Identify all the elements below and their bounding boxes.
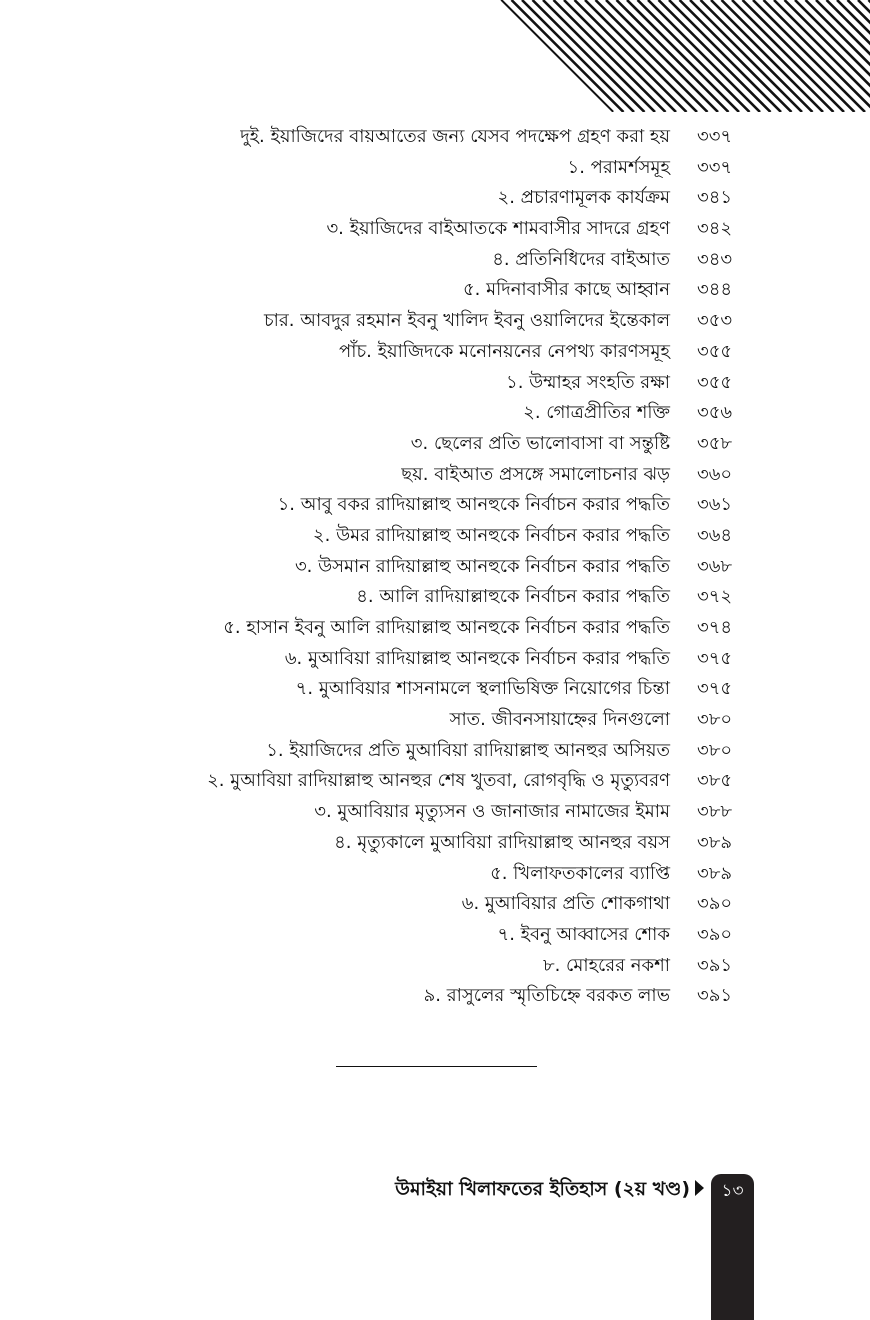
- stripe-line: [701, 0, 813, 112]
- toc-entry: [0, 460, 870, 491]
- toc-entry-title: ১. উম্মাহর সংহতি রক্ষা: [506, 371, 670, 393]
- toc-entry-page: ৩৭৫: [697, 647, 733, 669]
- stripe-line: [711, 0, 823, 112]
- toc-entry-title: ১. ইয়াজিদের প্রতি মুআবিয়া রাদিয়াল্লাহু আনহুর অসিয়ত: [266, 739, 670, 761]
- toc-entry: [0, 951, 870, 982]
- toc-entry: [0, 183, 870, 214]
- toc-entry-page: ৩৫৮: [697, 432, 733, 454]
- toc-entry-page: ৩৪৩: [697, 248, 733, 270]
- stripe-line: [512, 0, 624, 112]
- toc-entry-title: ৫. হাসান ইবনু আলি রাদিয়াল্লাহু আনহুকে নির্বাচন করার পদ্ধতি: [223, 617, 670, 638]
- toc-entry-page: ৩৮৯: [697, 862, 733, 884]
- toc-entry-page: ৩৮০: [697, 709, 733, 731]
- toc-entry-title: ২. মুআবিয়া রাদিয়াল্লাহু আনহুর শেষ খুতবা, রোগবৃদ্ধি ও মৃত্যুবরণ: [207, 770, 670, 792]
- toc-entry-page: ৩৮৮: [697, 801, 733, 823]
- stripe-line: [732, 0, 844, 112]
- toc-entry-page: ৩৯০: [697, 893, 733, 915]
- toc-entry-page: ৩৫৫: [697, 340, 733, 362]
- toc-entry: [0, 275, 870, 306]
- toc-entry: [0, 674, 870, 705]
- toc-entry-page: ৩৫৫: [697, 371, 733, 393]
- toc-entry-page: ৩৬১: [697, 494, 733, 516]
- toc-entry-title: ৫. খিলাফতকালের ব্যাপ্তি: [490, 862, 670, 884]
- toc-entry-page: ৩৩৭: [697, 156, 733, 178]
- stripe-line: [596, 0, 708, 112]
- toc-entry-page: ৩৪২: [697, 218, 733, 240]
- toc-entry-title: ৭. মুআবিয়ার শাসনামলে স্থলাভিষিক্ত নিয়োগের চিন্তা: [295, 678, 670, 700]
- toc-entry: [0, 245, 870, 276]
- toc-entry-title: চার. আবদুর রহমান ইবনু খালিদ ইবনু ওয়ালিদের ইন্তেকাল: [263, 310, 670, 332]
- toc-entry-page: ৩৮০: [697, 739, 733, 761]
- stripe-line: [585, 0, 697, 112]
- toc-entry-page: ৩৬৮: [697, 555, 733, 577]
- toc-entry: [0, 582, 870, 613]
- toc-entry: [0, 920, 870, 951]
- toc-entry: [0, 644, 870, 675]
- toc-entry-title: ২. গোত্রপ্রীতির শক্তি: [523, 402, 670, 424]
- toc-entry-title: ৮. মোহরের নকশা: [542, 954, 670, 976]
- stripe-line: [554, 0, 666, 112]
- stripe-line: [522, 0, 634, 112]
- diagonal-stripe-decoration: [0, 0, 870, 112]
- toc-entry-title: ১. পরামর্শসমূহ: [567, 156, 670, 178]
- toc-entry: [0, 889, 870, 920]
- toc-entry: [0, 306, 870, 337]
- toc-entry-title: ১. আবু বকর রাদিয়াল্লাহু আনহুকে নির্বাচন করার পদ্ধতি: [277, 494, 670, 516]
- stripe-line: [669, 0, 781, 112]
- toc-entry: [0, 981, 870, 1012]
- toc-entry-title: ৪. আলি রাদিয়াল্লাহুকে নির্বাচন করার পদ্ধতি: [356, 586, 670, 608]
- stripe-line: [743, 0, 855, 112]
- toc-entry: [0, 797, 870, 828]
- book-title: উমাইয়া খিলাফতের ইতিহাস (২য় খণ্ড): [395, 1178, 690, 1200]
- toc-entry-title: সাত. জীবনসায়াহ্নের দিনগুলো: [449, 709, 670, 731]
- stripe-line: [491, 0, 603, 112]
- toc-entry: [0, 214, 870, 245]
- toc-entry: [0, 705, 870, 736]
- toc-entry-page: ৩৫৬: [697, 402, 733, 424]
- toc-entry-title: ৩. ছেলের প্রতি ভালোবাসা বা সন্তুষ্টি: [410, 432, 670, 454]
- toc-entry-title: ৩. মুআবিয়ার মৃত্যুসন ও জানাজার নামাজের ইমাম: [314, 801, 670, 823]
- toc-entry-page: ৩৯০: [697, 923, 733, 945]
- stripe-line: [638, 0, 750, 112]
- stripe-line: [606, 0, 718, 112]
- toc-entry: [0, 613, 870, 644]
- toc-entry-title: ৪. প্রতিনিধিদের বাইআত: [492, 248, 670, 270]
- toc-entry: [0, 429, 870, 460]
- toc-entry-page: ৩৭২: [697, 586, 733, 608]
- toc-entry-title: ৩. উসমান রাদিয়াল্লাহু আনহুকে নির্বাচন করার পদ্ধতি: [294, 555, 670, 577]
- stripe-line: [680, 0, 792, 112]
- toc-entry-page: ৩৯১: [697, 985, 733, 1007]
- toc-entry-page: ৩৩৭: [697, 126, 733, 147]
- toc-entry-page: ৩৫৩: [697, 310, 733, 332]
- toc-entry-title: ছয়. বাইআত প্রসঙ্গে সমালোচনার ঝড়: [401, 463, 670, 485]
- toc-entry: [0, 368, 870, 399]
- stripe-line: [501, 0, 613, 112]
- page-number: ১৩: [721, 1181, 744, 1201]
- toc-entry: [0, 736, 870, 767]
- stripe-line: [627, 0, 739, 112]
- toc-entry: [0, 398, 870, 429]
- stripe-line: [659, 0, 771, 112]
- toc-entry: [0, 337, 870, 368]
- toc-entry-title: ২. প্রচারণামূলক কার্যক্রম: [497, 187, 670, 209]
- toc-entry: [0, 490, 870, 521]
- toc-entry-page: ৩৭৫: [697, 678, 733, 700]
- divider-line: [336, 1066, 537, 1067]
- toc-entry-title: দুই. ইয়াজিদের বায়আতের জন্য যেসব পদক্ষেপ গ্রহণ করা হয়: [240, 126, 670, 147]
- toc-entry-page: ৩৪৪: [697, 279, 733, 301]
- toc-entry-title: ৩. ইয়াজিদের বাইআতকে শামবাসীর সাদরে গ্রহণ: [326, 218, 670, 240]
- stripe-line: [722, 0, 834, 112]
- stripe-line: [617, 0, 729, 112]
- stripe-line: [480, 0, 592, 112]
- toc-entry-title: পাঁচ. ইয়াজিদকে মনোনয়নের নেপথ্য কারণসমূহ: [339, 340, 670, 362]
- triangle-right-icon: [695, 1180, 704, 1196]
- toc-entry-page: ৩৬০: [697, 463, 733, 485]
- toc-entry-title: ৬. মুআবিয়ার প্রতি শোকগাথা: [461, 893, 670, 915]
- toc-entry: [0, 521, 870, 552]
- toc-entry-title: ৪. মৃত্যুকালে মুআবিয়া রাদিয়াল্লাহু আনহুর বয়স: [334, 831, 670, 853]
- toc-entry-title: ৯. রাসুলের স্মৃতিচিহ্নে বরকত লাভ: [423, 985, 670, 1007]
- toc-entry-page: ৩৮৫: [697, 770, 733, 792]
- stripe-line: [533, 0, 645, 112]
- toc-entry-title: ৫. মদিনাবাসীর কাছে আহ্বান: [462, 279, 670, 301]
- stripe-line: [564, 0, 676, 112]
- stripe-line: [753, 0, 865, 112]
- toc-entry: [0, 153, 870, 184]
- toc-entry-page: ৩৪১: [697, 187, 733, 209]
- toc-entry: [0, 552, 870, 583]
- toc-entry-page: ৩৯১: [697, 954, 733, 976]
- toc-entry: [0, 122, 870, 153]
- stripe-line: [543, 0, 655, 112]
- toc-entry-page: ৩৬৪: [697, 524, 733, 546]
- toc-entry-page: ৩৮৯: [697, 831, 733, 853]
- toc-entry-title: ৬. মুআবিয়া রাদিয়াল্লাহু আনহুকে নির্বাচন করার পদ্ধতি: [284, 647, 670, 669]
- toc-entry: [0, 859, 870, 890]
- toc-entry-title: ৭. ইবনু আব্বাসের শোক: [497, 923, 670, 945]
- toc-entry: [0, 766, 870, 797]
- stripe-line: [575, 0, 687, 112]
- toc-entry: [0, 828, 870, 859]
- stripe-line: [648, 0, 760, 112]
- toc-entry-page: ৩৭৪: [697, 617, 733, 638]
- table-of-contents: [0, 122, 870, 1012]
- toc-entry-title: ২. উমর রাদিয়াল্লাহু আনহুকে নির্বাচন করার পদ্ধতি: [312, 524, 670, 546]
- stripe-line: [690, 0, 802, 112]
